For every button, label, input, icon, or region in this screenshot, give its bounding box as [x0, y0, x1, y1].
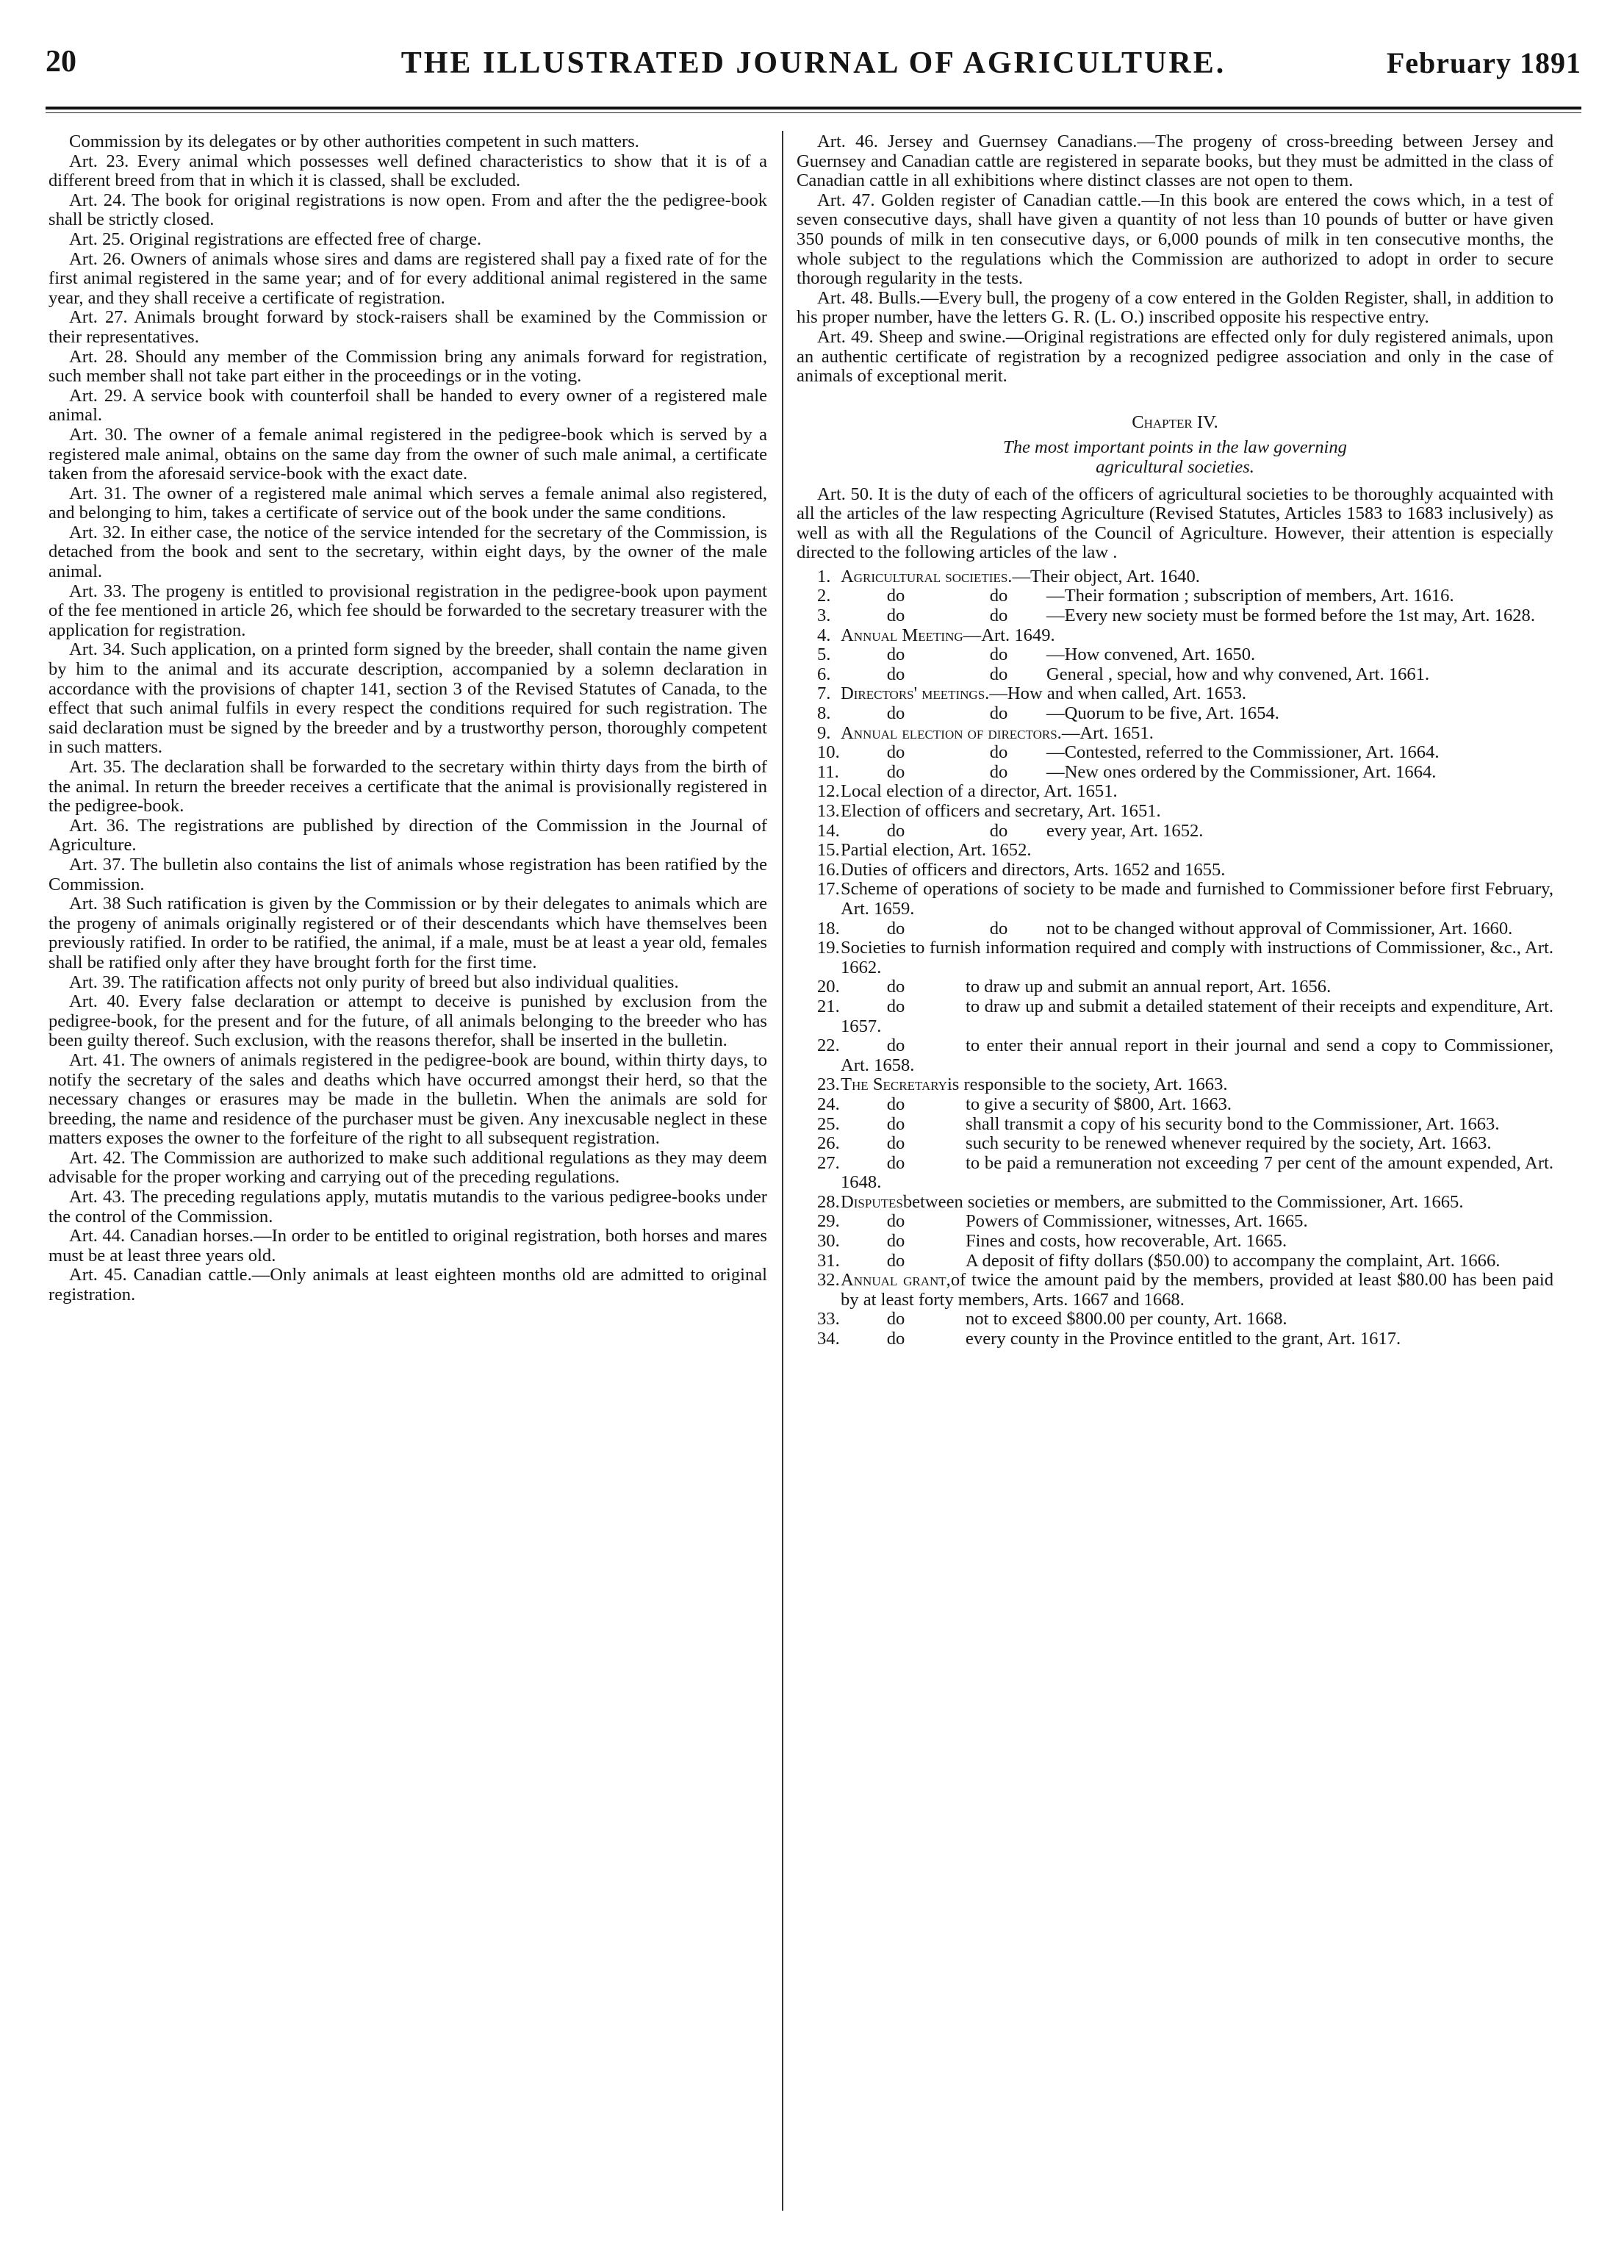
list-item-text	[841, 684, 1553, 704]
list-item	[797, 1271, 1553, 1310]
list-item-subject: Disputes	[841, 1191, 903, 1212]
article-paragraph: Art. 48. Bulls.—Every bull, the progeny of a cow entered in the Golden Register, shall, in addition to his proper number, have the letters G. R. (L. O.) inscribed opposite his respective entry.	[797, 287, 1553, 328]
list-item	[797, 743, 1553, 763]
issue-date: February 1891	[1386, 46, 1581, 79]
chapter-subtitle-line2: agricultural societies.	[1096, 456, 1254, 477]
article-paragraph: Art. 37. The bulletin also contains the list of animals whose registration has been ratified by the Commission.	[48, 854, 767, 894]
list-item-subject: do	[886, 1211, 905, 1232]
article-paragraph: Art. 25. Original registrations are effected free of charge.	[69, 229, 482, 249]
list-item	[797, 977, 1553, 997]
list-item-detail: not to exceed $800.00 per county, Art. 1668.	[966, 1309, 1287, 1329]
list-item-number: 7.	[817, 683, 831, 704]
chapter-heading: Chapter IV.	[1132, 412, 1218, 432]
header-rule-thin	[46, 112, 1581, 113]
list-item-subject: do	[886, 1094, 905, 1114]
list-item-subject: Annual election of directors.	[841, 722, 1062, 743]
list-item-number: 32.	[817, 1270, 840, 1291]
list-item-text	[841, 1134, 1553, 1154]
list-item-number: 11.	[817, 761, 839, 782]
list-item	[797, 665, 1553, 685]
chapter-subtitle	[797, 438, 1553, 477]
list-item-number: 28.	[817, 1191, 840, 1212]
list-item-number: 27.	[817, 1152, 840, 1173]
list-item	[797, 1115, 1553, 1135]
list-item-subject: Directors' meetings.	[841, 683, 990, 704]
list-item-detail: Duties of officers and directors, Arts. 1652 and 1655.	[841, 859, 1226, 880]
list-item-detail: to enter their annual report in their journal and send a copy to Commissioner, Art. 1658.	[841, 1036, 1553, 1075]
article-paragraph: Art. 33. The progeny is entitled to provisional registration in the pedigree-book upon payment of the fee mentioned in article 26, which fee should be forwarded to the secretary treasurer with the application for registration.	[48, 581, 767, 640]
list-item-number: 26.	[817, 1133, 840, 1154]
list-item-subject: do	[886, 1309, 905, 1329]
list-item-detail: to draw up and submit a detailed statement of their receipts and expenditure, Art. 1657.	[841, 996, 1553, 1036]
list-item-number: 25.	[817, 1113, 840, 1134]
list-item	[797, 704, 1553, 724]
list-item-subject: do	[886, 1231, 905, 1252]
list-item	[797, 939, 1553, 977]
list-item-detail: not to be changed without approval of Commissioner, Art. 1660.	[1046, 918, 1513, 939]
left-column	[48, 132, 767, 1305]
list-item	[797, 567, 1553, 587]
page-number: 20	[46, 45, 76, 79]
list-item-text	[841, 939, 1553, 977]
list-item-detail: —New ones ordered by the Commissioner, Art. 1664.	[1046, 761, 1437, 782]
list-item-subject: do	[886, 1113, 905, 1134]
list-item	[797, 626, 1553, 646]
list-item-subject: do	[886, 645, 905, 665]
list-item-detail: to give a security of $800, Art. 1663.	[966, 1094, 1232, 1114]
list-item-subject: do	[886, 1329, 905, 1349]
list-item-detail: every year, Art. 1652.	[1046, 820, 1204, 841]
article-paragraph: Art. 44. Canadian horses.—In order to be entitled to original registration, both horses and mares must be at least three years old.	[48, 1226, 767, 1266]
list-item-detail: —Their formation ; subscription of members, Art. 1616.	[1046, 586, 1454, 606]
list-item-detail: —How convened, Art. 1650.	[1046, 645, 1256, 665]
list-item-text	[841, 1329, 1553, 1349]
list-item-number: 1.	[817, 566, 831, 586]
list-item-detail: Partial election, Art. 1652.	[841, 840, 1032, 861]
article-paragraph: Art. 45. Canadian cattle.—Only animals at least eighteen months old are admitted to original registration.	[48, 1265, 767, 1305]
article-paragraph: Art. 24. The book for original registrations is now open. From and after the the pedigree-book shall be strictly closed.	[48, 190, 767, 230]
list-item-text	[841, 1154, 1553, 1193]
list-item-ditto: do	[989, 761, 1008, 782]
list-item-number: 24.	[817, 1094, 840, 1114]
article-paragraph: Art. 41. The owners of animals registered in the pedigree-book are bound, within thirty days, to notify the secretary of the sales and deaths which have occurred amongst their herd, so that the necessary changes or erasures may be made in the bulletin. When the animals are sold for breeding, the name and residence of the purchaser must be given. Any inexcusable neglect in these matters exposes the owner to the forfeiture of the right to all subsequent registration.	[48, 1049, 767, 1149]
list-item-number: 18.	[817, 918, 840, 939]
list-item-text	[841, 782, 1553, 802]
article-paragraph: Art. 38 Such ratification is given by the Commission or by their delegates to animals which are the progeny of animals originally registered or of their descendants which have themselves been previously ratified. In order to be ratified, the animal, if a male, must be at least a year old, females shall be ratified only after they have brought forth for the first time.	[48, 894, 767, 972]
list-item-detail: every county in the Province entitled to the grant, Art. 1617.	[966, 1329, 1401, 1349]
list-item-text	[841, 1193, 1553, 1213]
list-item-detail: —Quorum to be five, Art. 1654.	[1046, 703, 1279, 724]
list-item-subject: do	[886, 1133, 905, 1154]
article-paragraph: Art. 46. Jersey and Guernsey Canadians.—The progeny of cross-breeding between Jersey and Guernsey and Canadian cattle are registered in separate books, but they must be admitted in the class of Canadian cattle in all exhibitions where distinct classes are not open to them.	[797, 132, 1553, 191]
article-paragraph: Art. 42. The Commission are authorized to make such additional regulations as they may deem advisable for the proper working and carrying out of the preceding regulations.	[48, 1147, 767, 1188]
list-item	[797, 724, 1553, 744]
list-item	[797, 1154, 1553, 1193]
list-item	[797, 1232, 1553, 1252]
list-item	[797, 861, 1553, 880]
article-paragraph: Art. 36. The registrations are published by direction of the Commission in the Journal of Agriculture.	[48, 815, 767, 855]
list-item-number: 8.	[817, 703, 831, 724]
list-item-ditto: do	[989, 703, 1008, 724]
list-item-text	[841, 977, 1553, 997]
list-item	[797, 1075, 1553, 1095]
right-column-articles	[797, 132, 1553, 387]
list-item-text	[841, 1075, 1553, 1095]
list-item-number: 2.	[817, 586, 831, 606]
article-paragraph: Art. 40. Every false declaration or attempt to deceive is punished by exclusion from the pedigree-book, for the present and for the future, of all animals belonging to the breeder who has been guilty thereof. Such exclusion, with the reasons therefor, shall be inserted in the bulletin.	[48, 991, 767, 1051]
list-item-text	[841, 861, 1553, 880]
list-item-detail: A deposit of fifty dollars ($50.00) to accompany the complaint, Art. 1666.	[966, 1250, 1501, 1271]
list-item-detail: Local election of a director, Art. 1651.	[841, 781, 1118, 802]
list-item-number: 31.	[817, 1250, 840, 1271]
article-paragraph: Art. 29. A service book with counterfoil shall be handed to every owner of a registered male animal.	[48, 385, 767, 426]
list-item	[797, 1329, 1553, 1349]
list-item	[797, 1134, 1553, 1154]
list-item-ditto: do	[989, 606, 1008, 626]
list-item-number: 13.	[817, 801, 840, 821]
article-paragraph: Art. 28. Should any member of the Commission bring any animals forward for registration, such member shall not take part either in the proceedings or in the voting.	[48, 346, 767, 387]
list-item-ditto: do	[989, 664, 1008, 684]
list-item-number: 20.	[817, 977, 840, 997]
article-paragraph: Art. 26. Owners of animals whose sires and dams are registered shall pay a fixed rate of for the first animal registered in the same year; and of for every additional animal registered in the same year, and they shall receive a certificate of registration.	[48, 248, 767, 308]
list-item-text	[841, 802, 1553, 822]
list-item-text	[841, 1310, 1553, 1329]
article-paragraph: Art. 31. The owner of a registered male animal which serves a female animal also registered, and belonging to him, takes a certificate of service out of the book under the same conditions.	[48, 483, 767, 523]
list-item-text	[841, 1271, 1553, 1310]
list-item-subject: do	[886, 820, 905, 841]
list-item-subject: do	[886, 1250, 905, 1271]
list-item	[797, 684, 1553, 704]
list-item-subject: do	[886, 606, 905, 626]
list-item-detail: —Their object, Art. 1640.	[1012, 566, 1200, 586]
list-item-text	[841, 1036, 1553, 1075]
list-item-subject: do	[886, 918, 905, 939]
list-item-text	[841, 567, 1553, 587]
list-item-ditto: do	[989, 820, 1008, 841]
list-item-ditto: do	[989, 586, 1008, 606]
law-articles-list	[797, 567, 1553, 1349]
list-item	[797, 1095, 1553, 1115]
list-item-ditto: do	[989, 645, 1008, 665]
list-item-subject: The Secretary	[841, 1074, 947, 1095]
list-item	[797, 919, 1553, 939]
list-item	[797, 997, 1553, 1036]
list-item-number: 17.	[817, 879, 840, 900]
list-item-text	[841, 997, 1553, 1036]
article-paragraph: Art. 27. Animals brought forward by stock-raisers shall be examined by the Commission or their representatives.	[48, 307, 767, 347]
list-item-subject: do	[886, 742, 905, 763]
list-item-detail: to draw up and submit an annual report, Art. 1656.	[966, 977, 1332, 997]
list-item-detail: Scheme of operations of society to be made and furnished to Commissioner before first February, Art. 1659.	[841, 879, 1553, 919]
list-item-number: 34.	[817, 1329, 840, 1349]
article-paragraph: Commission by its delegates or by other authorities competent in such matters.	[69, 132, 639, 151]
list-item-text	[841, 665, 1553, 685]
list-item-text	[841, 841, 1553, 861]
list-item-text	[841, 1252, 1553, 1271]
list-item-detail: is responsible to the society, Art. 1663.	[946, 1074, 1228, 1095]
list-item-subject: Annual grant,	[841, 1270, 951, 1291]
list-item-detail: of twice the amount paid by the members, provided at least $80.00 has been paid by at least forty members, Arts. 1667 and 1668.	[841, 1270, 1553, 1310]
list-item	[797, 1252, 1553, 1271]
list-item-number: 3.	[817, 606, 831, 626]
list-item	[797, 782, 1553, 802]
list-item-number: 30.	[817, 1231, 840, 1252]
list-item-text	[841, 586, 1553, 606]
list-item	[797, 880, 1553, 919]
list-item-text	[841, 743, 1553, 763]
article-paragraph: Art. 23. Every animal which possesses well defined characteristics to show that it is of a different breed from that in which it is classed, shall be excluded.	[48, 151, 767, 191]
list-item	[797, 586, 1553, 606]
list-item-detail: —Every new society must be formed before the 1st may, Art. 1628.	[1046, 606, 1536, 626]
list-item-text	[841, 704, 1553, 724]
article-paragraph: Art. 47. Golden register of Canadian cattle.—In this book are entered the cows which, in a test of seven consecutive days, shall have given a quantity of not less than 10 pounds of butter or have given 350 pounds of milk in ten consecutive days, or 6,000 pounds of milk in ten consecutive months, the whole subject to the regulations which the Commission are authorized to adopt in order to secure thorough regularity in the tests.	[797, 190, 1553, 289]
list-item-detail: between societies or members, are submitted to the Commissioner, Art. 1665.	[902, 1191, 1464, 1212]
list-item	[797, 822, 1553, 841]
article-paragraph: Art. 43. The preceding regulations apply, mutatis mutandis to the various pedigree-books under the control of the Commission.	[48, 1187, 767, 1227]
list-item-subject: do	[886, 977, 905, 997]
list-item-detail: —Art. 1649.	[963, 625, 1055, 645]
list-item-ditto: do	[989, 918, 1008, 939]
list-item-number: 14.	[817, 820, 840, 841]
list-item-number: 22.	[817, 1036, 840, 1056]
list-item-text	[841, 822, 1553, 841]
list-item-number: 4.	[817, 625, 831, 645]
list-item-number: 19.	[817, 938, 840, 958]
list-item-detail: Powers of Commissioner, witnesses, Art. 1665.	[966, 1211, 1308, 1232]
list-item-text	[841, 606, 1553, 626]
article-paragraph: Art. 49. Sheep and swine.—Original registrations are effected only for duly registered animals, upon an authentic certificate of registration by a recognized pedigree association and only in the case of animals of exceptional merit.	[797, 326, 1553, 387]
page-header	[46, 44, 1581, 103]
right-column	[797, 132, 1553, 1349]
list-item-text	[841, 1095, 1553, 1115]
list-item-number: 29.	[817, 1211, 840, 1232]
chapter-intro: Art. 50. It is the duty of each of the officers of agricultural societies to be thoroughly acquainted with all the articles of the law respecting Agriculture (Revised Statutes, Articles 1583 to 1683 inclusively) as well as with all the Regulations of the Council of Agriculture. However, their attention is especially directed to the following articles of the law .	[797, 484, 1553, 563]
list-item-text	[841, 919, 1553, 939]
list-item-text	[841, 724, 1553, 744]
list-item-subject: do	[886, 703, 905, 724]
list-item	[797, 841, 1553, 861]
list-item-subject: do	[886, 761, 905, 782]
article-paragraph: Art. 34. Such application, on a printed form signed by the breeder, shall contain the name given by him to the animal and its accurate description, accompanied by a solemn declaration in accordance with the provisions of chapter 141, section 3 of the Revised Statutes of Canada, to the effect that such animal fulfils in every respect the conditions required for such registration. The said declaration must be signed by the breeder and by a trustworthy person, thoroughly competent in such matters.	[48, 639, 767, 758]
header-rule	[46, 107, 1581, 110]
list-item	[797, 645, 1553, 665]
column-divider	[782, 131, 783, 2211]
list-item-detail: such security to be renewed whenever required by the society, Art. 1663.	[966, 1133, 1492, 1154]
list-item-subject: do	[886, 996, 905, 1016]
article-paragraph: Art. 30. The owner of a female animal registered in the pedigree-book which is served by a registered male animal, obtains on the same day from the owner of such male animal, a certificate taken from the aforesaid service-book with the exact date.	[48, 424, 767, 484]
list-item-text	[841, 763, 1553, 783]
list-item-text	[841, 1212, 1553, 1232]
list-item	[797, 1212, 1553, 1232]
list-item-ditto: do	[989, 742, 1008, 763]
list-item-subject: do	[886, 664, 905, 684]
list-item-detail: —How and when called, Art. 1653.	[989, 683, 1247, 704]
list-item-detail: Fines and costs, how recoverable, Art. 1665.	[966, 1231, 1287, 1252]
list-item-detail: Societies to furnish information required and comply with instructions of Commissioner, &c., Art. 1662.	[841, 938, 1553, 977]
list-item-text	[841, 1115, 1553, 1135]
list-item-number: 33.	[817, 1309, 840, 1329]
list-item-detail: to be paid a remuneration not exceeding 7 per cent of the amount expended, Art. 1648.	[841, 1152, 1553, 1193]
list-item-subject: do	[886, 1036, 905, 1056]
list-item-text	[841, 626, 1553, 646]
list-item-number: 5.	[817, 645, 831, 665]
list-item-number: 21.	[817, 996, 840, 1016]
list-item-text	[841, 1232, 1553, 1252]
list-item-subject: Annual Meeting	[841, 625, 963, 645]
list-item-number: 10.	[817, 742, 840, 763]
chapter-subtitle-line1: The most important points in the law governing	[1003, 437, 1347, 458]
list-item	[797, 1310, 1553, 1329]
list-item-subject: Agricultural societies.	[841, 566, 1013, 586]
list-item-detail: Election of officers and secretary, Art. 1651.	[841, 801, 1161, 821]
list-item	[797, 606, 1553, 626]
list-item-subject: do	[886, 1152, 905, 1173]
list-item	[797, 802, 1553, 822]
list-item-text	[841, 880, 1553, 919]
list-item-number: 15.	[817, 840, 840, 861]
journal-title: THE ILLUSTRATED JOURNAL OF AGRICULTURE.	[400, 46, 1226, 80]
article-paragraph: Art. 39. The ratification affects not only purity of breed but also individual qualities.	[69, 972, 679, 992]
list-item-number: 9.	[817, 722, 831, 743]
list-item-detail: General , special, how and why convened, Art. 1661.	[1046, 664, 1430, 684]
list-item-number: 16.	[817, 859, 840, 880]
list-item-number: 6.	[817, 664, 831, 684]
article-paragraph: Art. 32. In either case, the notice of the service intended for the secretary of the Commission, is detached from the book and sent to the secretary, within eight days, by the owner of the male animal.	[48, 522, 767, 582]
list-item	[797, 1193, 1553, 1213]
list-item-number: 23.	[817, 1074, 840, 1095]
list-item	[797, 1036, 1553, 1075]
article-paragraph: Art. 35. The declaration shall be forwarded to the secretary within thirty days from the birth of the animal. In return the breeder receives a certificate that the animal is provisionally registered in the pedigree-book.	[48, 757, 767, 817]
list-item	[797, 763, 1553, 783]
list-item-number: 12.	[817, 781, 840, 802]
list-item-detail: —Art. 1651.	[1061, 722, 1154, 743]
list-item-detail: shall transmit a copy of his security bond to the Commissioner, Art. 1663.	[966, 1113, 1500, 1134]
list-item-detail: —Contested, referred to the Commissioner, Art. 1664.	[1046, 742, 1440, 763]
list-item-text	[841, 645, 1553, 665]
list-item-subject: do	[886, 586, 905, 606]
